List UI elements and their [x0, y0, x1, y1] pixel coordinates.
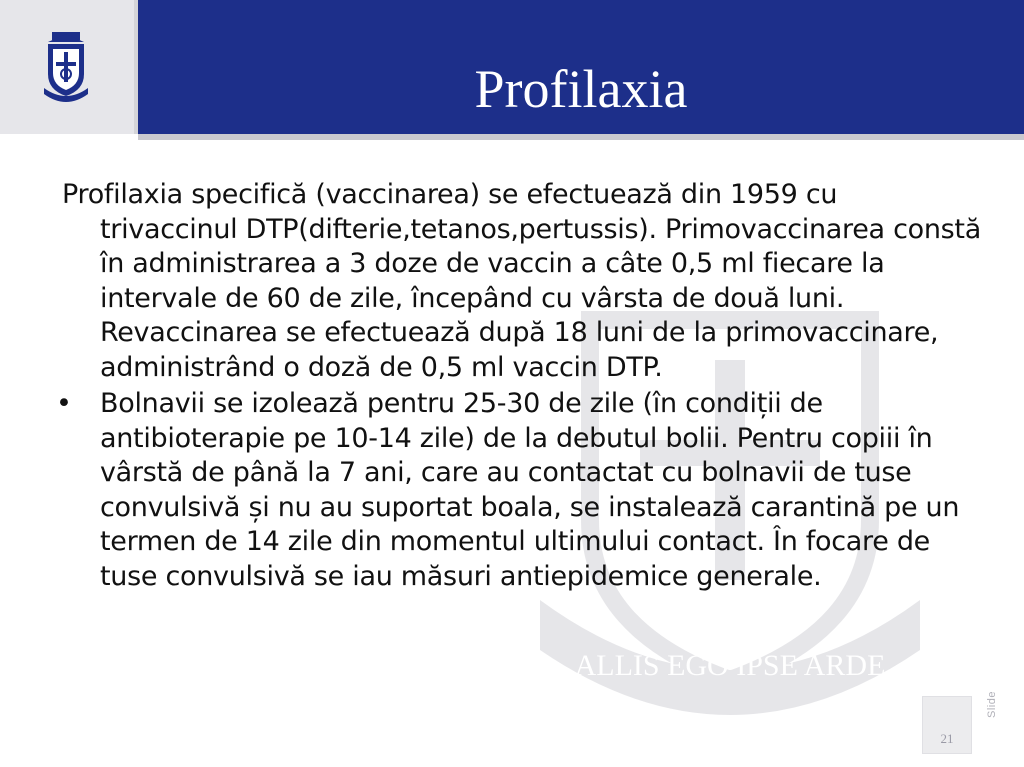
slide-body: [56, 178, 982, 594]
slide-label: Slide: [986, 691, 998, 718]
header-logo-panel: [0, 0, 134, 134]
slide-number: 21: [940, 731, 954, 746]
bullet-marker: •: [56, 388, 72, 419]
body-paragraph: Profilaxia specifică (vaccinarea) se efectuează din 1959 cu trivaccinul DTP(difterie,tetanos,pertussis). Primovaccinarea constă în administrarea a 3 doze de vaccin a câte 0,5 ml fiecare la intervale de 60 de zile, începând cu vârsta de două luni. Revaccinarea se efectuează după 18 luni de la primovaccinare, administrând o doză de 0,5 ml vaccin DTP.: [62, 179, 981, 383]
slide-number-box: [922, 696, 972, 754]
watermark-motto: ALLIS EGO IPSE ARDE: [574, 649, 886, 682]
slide-title: Profilaxia: [474, 59, 688, 119]
university-crest-icon: [42, 30, 90, 102]
header-stripe: [138, 134, 1024, 140]
bullet-text: Bolnavii se izolează pentru 25-30 de zile (în condiții de antibioterapie pe 10-14 zile) de la debutul bolii. Pentru copiii în vârstă de până la 7 ani, care au contactat cu bolnavii de tuse convulsivă și nu au suportat boala, se instalează carantină pe un termen de 14 zile din momentul ultimului contact. În focare de tuse convulsivă se iau măsuri antiepidemice generale.: [100, 388, 960, 592]
bullet-item: [56, 387, 982, 594]
